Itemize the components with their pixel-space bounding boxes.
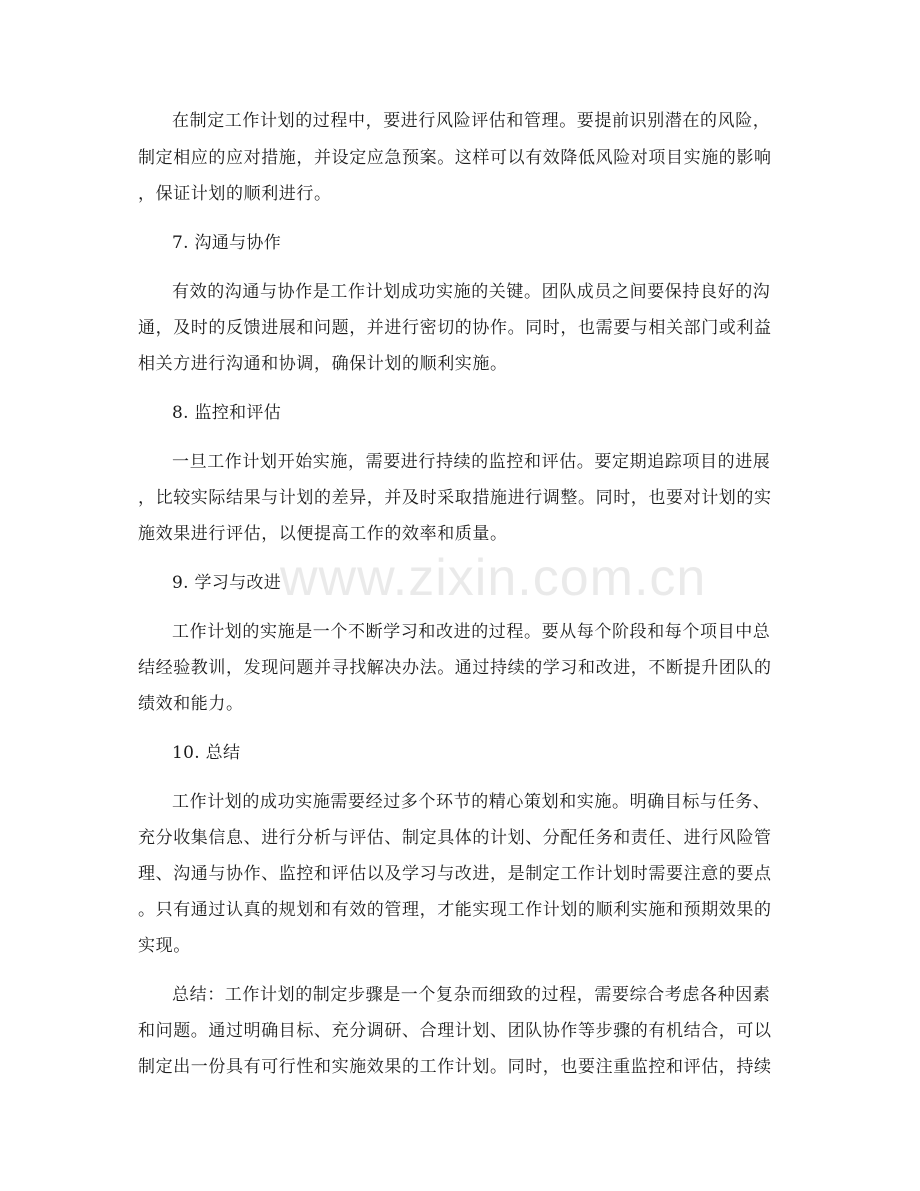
section-heading-9: 9. 学习与改进 [172, 573, 282, 593]
paragraph-summary-line: 总结：工作计划的制定步骤是一个复杂而细致的过程，需要综合考虑各种因素 [172, 985, 771, 1005]
paragraph-7-line: 相关方进行沟通和协调，确保计划的顺利实施。 [138, 354, 508, 374]
paragraph-8-line: ，比较实际结果与计划的差异，并及时采取措施进行调整。同时，也要对计划的实 [138, 488, 772, 508]
paragraph-8-line: 施效果进行评估，以便提高工作的效率和质量。 [138, 524, 508, 544]
paragraph-9-line: 绩效和能力。 [138, 694, 244, 714]
paragraph-10-line: 工作计划的成功实施需要经过多个环节的精心策划和实施。明确目标与任务、 [172, 792, 771, 812]
paragraph-risk-line: 制定相应的应对措施，并设定应急预案。这样可以有效降低风险对项目实施的影响 [138, 148, 772, 168]
section-heading-8: 8. 监控和评估 [172, 403, 282, 423]
section-heading-7: 7. 沟通与协作 [172, 233, 282, 253]
paragraph-10-line: 充分收集信息、进行分析与评估、制定具体的计划、分配任务和责任、进行风险管 [138, 828, 772, 848]
paragraph-7-line: 通，及时的反馈进展和问题，并进行密切的协作。同时，也需要与相关部门或利益 [138, 318, 772, 338]
paragraph-10-line: 理、沟通与协作、监控和评估以及学习与改进，是制定工作计划时需要注意的要点 [138, 864, 772, 884]
paragraph-10-line: 实现。 [138, 936, 191, 956]
paragraph-summary-line: 制定出一份具有可行性和实施效果的工作计划。同时，也要注重监控和评估，持续 [138, 1057, 772, 1077]
paragraph-9-line: 工作计划的实施是一个不断学习和改进的过程。要从每个阶段和每个项目中总 [172, 622, 771, 642]
paragraph-9-line: 结经验教训，发现问题并寻找解决办法。通过持续的学习和改进，不断提升团队的 [138, 658, 772, 678]
paragraph-risk-line: ，保证计划的顺利进行。 [138, 184, 332, 204]
paragraph-risk-line: 在制定工作计划的过程中，要进行风险评估和管理。要提前识别潜在的风险， [172, 111, 771, 131]
paragraph-7-line: 有效的沟通与协作是工作计划成功实施的关键。团队成员之间要保持良好的沟 [172, 282, 771, 302]
paragraph-10-line: 。只有通过认真的规划和有效的管理，才能实现工作计划的顺利实施和预期效果的 [138, 900, 772, 920]
paragraph-summary-line: 和问题。通过明确目标、充分调研、合理计划、团队协作等步骤的有机结合，可以 [138, 1021, 772, 1041]
paragraph-8-line: 一旦工作计划开始实施，需要进行持续的监控和评估。要定期追踪项目的进展 [172, 452, 771, 472]
watermark: www.zixin.com.cn [280, 549, 707, 607]
section-heading-10: 10. 总结 [172, 743, 241, 763]
